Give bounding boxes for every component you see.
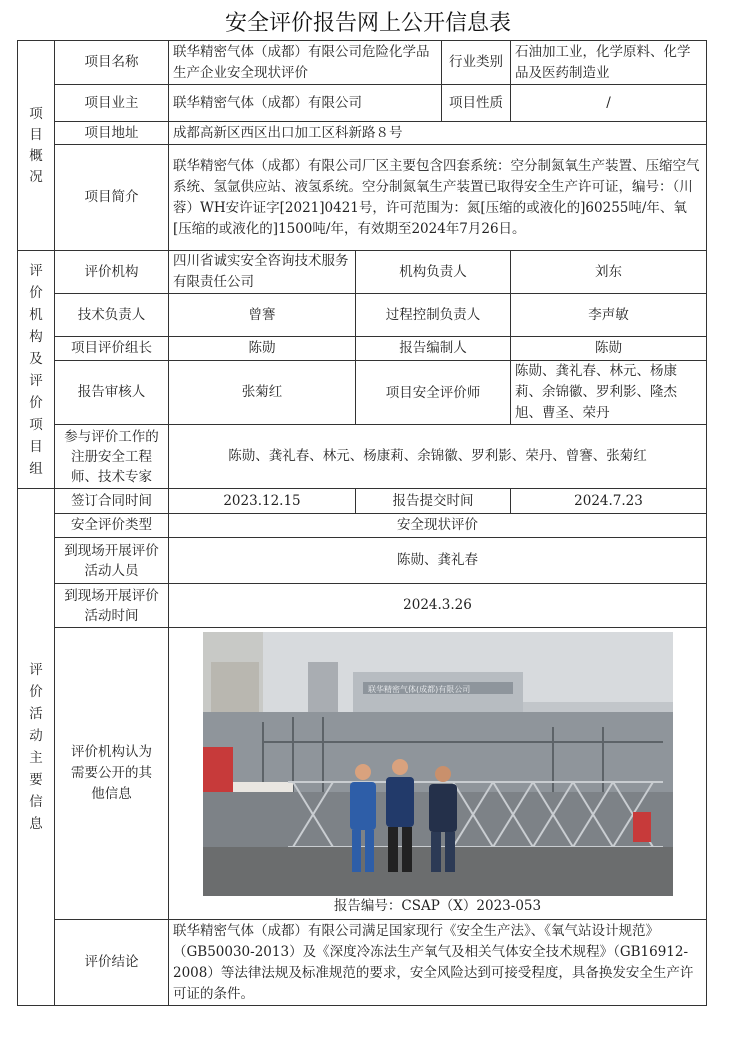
process-head-value: 李声敏	[511, 294, 707, 337]
tech-head-value: 曾謇	[169, 294, 356, 337]
leader-label: 项目评价组长	[55, 337, 169, 361]
type-value: 安全现状评价	[169, 514, 707, 538]
reviewer-label: 报告审核人	[55, 361, 169, 425]
industry-value: 石油加工业，化学原料、化学品及医药制造业	[511, 41, 707, 85]
nature-value: /	[511, 85, 707, 122]
head-value: 刘东	[511, 251, 707, 294]
section-org-text: 评价机构及评价项目组	[29, 262, 43, 477]
project-name-value: 联华精密气体（成都）有限公司危险化学品生产企业安全现状评价	[169, 41, 442, 85]
staff-value: 陈勋、龚礼春	[169, 538, 707, 584]
section-overview	[18, 41, 55, 251]
section-org	[18, 251, 55, 489]
photo-cell	[169, 628, 707, 920]
evaluator-value: 陈勋、龚礼春、林元、杨康莉、余锦徽、罗利影、隆杰旭、曹圣、荣丹	[511, 361, 707, 425]
report-number: 报告编号：CSAP（X）2023-053	[333, 898, 542, 914]
agency-label: 评价机构	[55, 251, 169, 294]
submit-date-label: 报告提交时间	[356, 489, 511, 514]
time-value: 2024.3.26	[169, 584, 707, 628]
agency-value: 四川省诚实安全咨询技术服务有限责任公司	[169, 251, 356, 294]
contract-date-value: 2023.12.15	[169, 489, 356, 514]
section-activity	[18, 489, 55, 1006]
page-title: 安全评价报告网上公开信息表	[224, 11, 511, 36]
section-overview-text: 项目概况	[29, 105, 43, 185]
industry-label: 行业类别	[442, 41, 511, 85]
contract-date-label: 签订合同时间	[55, 489, 169, 514]
site-photo	[203, 632, 673, 896]
leader-value: 陈勋	[169, 337, 356, 361]
intro-label: 项目简介	[55, 145, 169, 251]
writer-label: 报告编制人	[356, 337, 511, 361]
disclosure-table	[17, 40, 707, 1006]
staff-label: 到现场开展评价活动人员	[55, 538, 169, 584]
nature-label: 项目性质	[442, 85, 511, 122]
process-head-label: 过程控制负责人	[356, 294, 511, 337]
address-label: 项目地址	[55, 122, 169, 145]
project-name-label: 项目名称	[55, 41, 169, 85]
conclusion-value: 联华精密气体（成都）有限公司满足国家现行《安全生产法》、《氧气站设计规范》（GB50030-2013）及《深度冷冻法生产氧气及相关气体安全技术规程》（GB16912-2008）等法律法规及标准规范的要求，安全风险达到可接受程度，具备换发安全生产许可证的条件。	[169, 920, 707, 1006]
tech-head-label: 技术负责人	[55, 294, 169, 337]
writer-value: 陈勋	[511, 337, 707, 361]
address-value: 成都高新区西区出口加工区科新路８号	[169, 122, 707, 145]
site-photo-illustration	[203, 632, 673, 896]
reviewer-value: 张菊红	[169, 361, 356, 425]
head-label: 机构负责人	[356, 251, 511, 294]
owner-label: 项目业主	[55, 85, 169, 122]
section-activity-text: 评价活动主要信息	[29, 662, 43, 832]
evaluator-label: 项目安全评价师	[356, 361, 511, 425]
submit-date-value: 2024.7.23	[511, 489, 707, 514]
participants-label: 参与评价工作的注册安全工程师、技术专家	[55, 425, 169, 489]
participants-value: 陈勋、龚礼春、林元、杨康莉、余锦徽、罗利影、荣丹、曾謇、张菊红	[169, 425, 707, 489]
type-label: 安全评价类型	[55, 514, 169, 538]
photo-sign-text: 联华精密气体(成都)有限公司	[367, 685, 470, 694]
other-info-label: 评价机构认为需要公开的其他信息	[55, 628, 169, 920]
intro-value: 联华精密气体（成都）有限公司厂区主要包含四套系统：空分制氮氧生产装置、压缩空气系统、氢氩供应站、液氢系统。空分制氮氧生产装置已取得安全生产许可证，编号：（川蓉）WH安许证字[2021]0421号，许可范围为：氮[压缩的或液化的]60255吨/年、氧[压缩的或液化的]1500吨/年，有效期至2024年7月26日。	[169, 145, 707, 251]
owner-value: 联华精密气体（成都）有限公司	[169, 85, 442, 122]
conclusion-label: 评价结论	[55, 920, 169, 1006]
time-label: 到现场开展评价活动时间	[55, 584, 169, 628]
